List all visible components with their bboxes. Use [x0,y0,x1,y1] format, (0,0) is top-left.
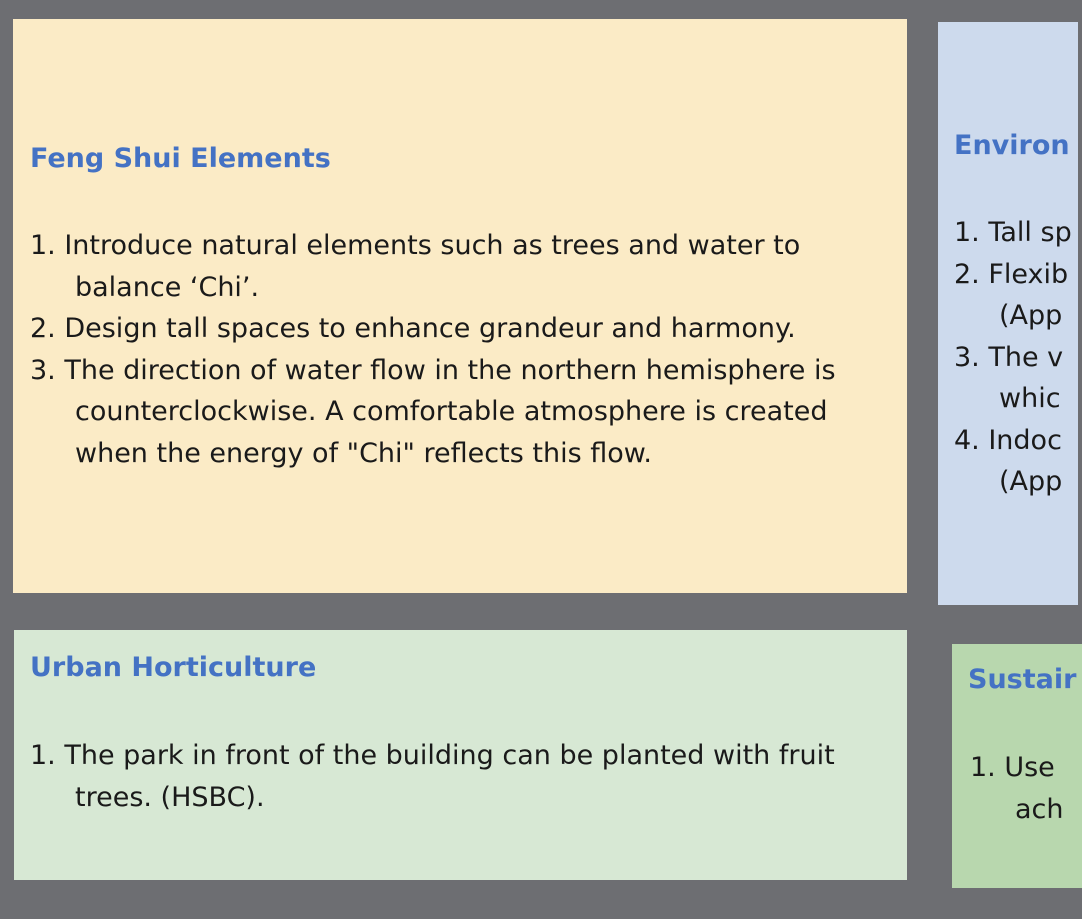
urban-horticulture-title: Urban Horticulture [30,652,317,683]
list-item-line: ach [1015,793,1064,825]
list-item-line: 2. Flexib [954,258,1069,290]
urban-horticulture-list [30,735,835,818]
list-item [970,747,1064,830]
list-item-line: trees. (HSBC). [75,781,265,813]
environment-list [954,212,1072,503]
feng-shui-title: Feng Shui Elements [30,143,331,174]
list-item-line: 3. The v [954,341,1064,373]
sustainability-panel [952,644,1082,888]
sustainability-list [970,747,1064,830]
list-item [30,308,836,350]
environment-title: Environ [954,130,1070,161]
feng-shui-list [30,225,836,474]
list-item [954,254,1072,337]
list-item-line: counterclockwise. A comfortable atmosphere is created [75,396,828,427]
list-item-line: 4. Indoc [954,424,1062,456]
list-item-line: 1. Introduce natural elements such as trees and water to [30,230,801,261]
list-item-line: 2. Design tall spaces to enhance grandeur and harmony. [30,313,796,344]
list-item [30,350,836,475]
list-item [954,337,1072,420]
list-item-line: 1. Use [970,752,1055,783]
list-item-line: when the energy of "Chi" reflects this flow. [75,437,652,469]
list-item [954,420,1072,503]
list-item-line: balance ‘Chi’. [75,271,260,303]
feng-shui-panel [13,19,907,593]
list-item [30,735,835,818]
list-item-line: 3. The direction of water flow in the northern hemisphere is [30,354,836,386]
urban-horticulture-panel [14,630,907,880]
list-item-line: 1. Tall sp [954,217,1072,248]
sustainability-title: Sustair [968,664,1077,695]
list-item-line: (App [999,300,1063,331]
environment-panel [938,22,1078,605]
list-item-line: (App [999,466,1063,497]
list-item [30,225,836,308]
list-item-line: whic [999,383,1061,414]
list-item-line: 1. The park in front of the building can be planted with fruit [30,740,835,771]
list-item [954,212,1072,254]
